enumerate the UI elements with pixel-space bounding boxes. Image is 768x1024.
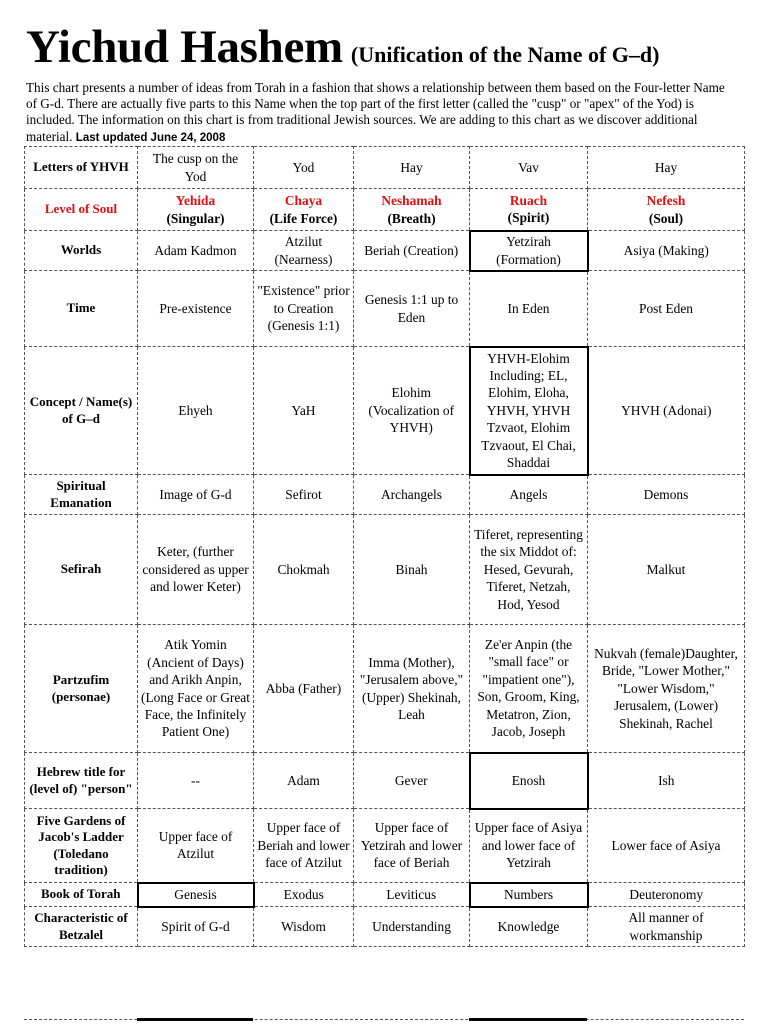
yichud-chart-table [24, 146, 745, 947]
table-cell [138, 189, 254, 231]
row-label: Spiritual Emanation [25, 475, 138, 515]
row-letters [25, 147, 745, 189]
table-cell: Upper face of Beriah and lower face of Atzilut [254, 809, 354, 883]
soul-gloss: (Spirit) [507, 210, 550, 226]
table-cell: Beriah (Creation) [354, 231, 470, 271]
table-cell: YHVH-Elohim Including; EL, Elohim, Eloha, YHVH, YHVH Tzvaot, Elohim Tzvaout, El Chai, Shaddai [470, 347, 588, 475]
table-cell: Upper face of Atzilut [138, 809, 254, 883]
row-emanation [25, 475, 745, 515]
table-cell: Genesis [138, 883, 254, 907]
table-cell: Ze'er Anpin (the "small face" or "impatient one"), Son, Groom, King, Metatron, Zion, Jacob, Joseph [470, 625, 588, 753]
row-label: Book of Torah [25, 883, 138, 907]
table-cell: Wisdom [254, 907, 354, 947]
intro-paragraph [26, 80, 738, 146]
table-cell: The cusp on the Yod [138, 147, 254, 189]
table-cell: Hay [588, 147, 745, 189]
table-cell: Ehyeh [138, 347, 254, 475]
table-cell: Sefirot [254, 475, 354, 515]
table-cell: Keter, (further considered as upper and lower Keter) [138, 515, 254, 625]
row-label: Worlds [25, 231, 138, 271]
intro-text: This chart presents a number of ideas from Torah in a fashion that shows a relationship between them based on the Four-letter Name of G-d. There are actually five parts to this Name when the top part of the first letter (called the "cusp" or "apex" of the Yod) is included. The information on this chart is from traditional Jewish sources. We are adding to this chart as we discover additional material. [26, 80, 725, 144]
table-cell: Binah [354, 515, 470, 625]
row-label: Hebrew title for (level of) "person" [25, 753, 138, 809]
table-cell: Exodus [254, 883, 354, 907]
row-time [25, 271, 745, 347]
row-concept [25, 347, 745, 475]
row-torah [25, 883, 745, 907]
table-cell: Nukvah (female)Daughter, Bride, "Lower Mother," "Lower Wisdom," Jerusalem, (Lower) Shekinah, Rachel [588, 625, 745, 753]
table-cell: Hay [354, 147, 470, 189]
table-cell: Abba (Father) [254, 625, 354, 753]
table-cell: Malkut [588, 515, 745, 625]
table-cell [254, 189, 354, 231]
row-label: Level of Soul [25, 189, 138, 231]
row-person [25, 753, 745, 809]
table-cell: -- [138, 753, 254, 809]
table-cell: Atzilut (Nearness) [254, 231, 354, 271]
table-cell: Pre-existence [138, 271, 254, 347]
document-title [26, 21, 660, 73]
row-soul [25, 189, 745, 231]
table-cell: Gever [354, 753, 470, 809]
table-cell: Atik Yomin (Ancient of Days) and Arikh Anpin, (Long Face or Great Face, the Infinitely Patient One) [138, 625, 254, 753]
row-label: Letters of YHVH [25, 147, 138, 189]
table-cell: Numbers [470, 883, 588, 907]
table-cell: Adam Kadmon [138, 231, 254, 271]
row-label: Sefirah [25, 515, 138, 625]
table-cell: "Existence" prior to Creation (Genesis 1:1) [254, 271, 354, 347]
table-cell: Adam [254, 753, 354, 809]
table-cell [588, 189, 745, 231]
table-cell: Archangels [354, 475, 470, 515]
table-cell: Angels [470, 475, 588, 515]
row-label: Partzufim (personae) [25, 625, 138, 753]
table-cell: Elohim (Vocalization of YHVH) [354, 347, 470, 475]
table-cell: Chokmah [254, 515, 354, 625]
table-cell: Imma (Mother), "Jerusalem above," (Upper) Shekinah, Leah [354, 625, 470, 753]
table-cell: Asiya (Making) [588, 231, 745, 271]
soul-gloss: (Life Force) [269, 210, 338, 226]
soul-gloss: (Singular) [166, 210, 225, 226]
table-cell: Demons [588, 475, 745, 515]
table-cell: Upper face of Asiya and lower face of Yetzirah [470, 809, 588, 883]
row-gardens [25, 809, 745, 883]
table-cell: Yetzirah (Formation) [470, 231, 588, 271]
table-cell: Tiferet, representing the six Middot of: Hesed, Gevurah, Tiferet, Netzah, Hod, Yesod [470, 515, 588, 625]
table-cell: Deuteronomy [588, 883, 745, 907]
row-label: Time [25, 271, 138, 347]
row-partzufim [25, 625, 745, 753]
next-page-table-edge [24, 1019, 744, 1020]
table-cell: Vav [470, 147, 588, 189]
table-cell: Leviticus [354, 883, 470, 907]
row-sefirah [25, 515, 745, 625]
table-cell: Knowledge [470, 907, 588, 947]
soul-name: Ruach [509, 192, 548, 208]
table-cell [354, 189, 470, 231]
table-cell [470, 189, 588, 231]
soul-name: Neshamah [381, 193, 442, 209]
row-label: Characteristic of Betzalel [25, 907, 138, 947]
title-main: Yichud Hashem [26, 21, 343, 73]
table-cell: YaH [254, 347, 354, 475]
table-cell: Post Eden [588, 271, 745, 347]
table-cell: Image of G-d [138, 475, 254, 515]
table-cell: YHVH (Adonai) [588, 347, 745, 475]
table-cell: Genesis 1:1 up to Eden [354, 271, 470, 347]
soul-gloss: (Breath) [387, 210, 436, 226]
table-cell: Ish [588, 753, 745, 809]
bold-edge-segment [469, 1018, 587, 1021]
table-cell: Upper face of Yetzirah and lower face of Beriah [354, 809, 470, 883]
table-cell: Yod [254, 147, 354, 189]
row-worlds [25, 231, 745, 271]
table-cell: Understanding [354, 907, 470, 947]
table-cell: In Eden [470, 271, 588, 347]
table-cell: All manner of workmanship [588, 907, 745, 947]
soul-name: Yehida [175, 193, 216, 209]
table-cell: Lower face of Asiya [588, 809, 745, 883]
soul-gloss: (Soul) [648, 210, 684, 226]
row-label: Five Gardens of Jacob's Ladder (Toledano tradition) [25, 809, 138, 883]
row-betzalel [25, 907, 745, 947]
soul-name: Chaya [284, 193, 323, 209]
soul-name: Nefesh [646, 193, 686, 209]
bold-edge-segment [137, 1018, 253, 1021]
last-updated: Last updated June 24, 2008 [75, 131, 226, 144]
table-cell: Enosh [470, 753, 588, 809]
table-cell: Spirit of G-d [138, 907, 254, 947]
title-subtitle: (Unification of the Name of G–d) [350, 42, 660, 67]
row-label: Concept / Name(s) of G–d [25, 347, 138, 475]
